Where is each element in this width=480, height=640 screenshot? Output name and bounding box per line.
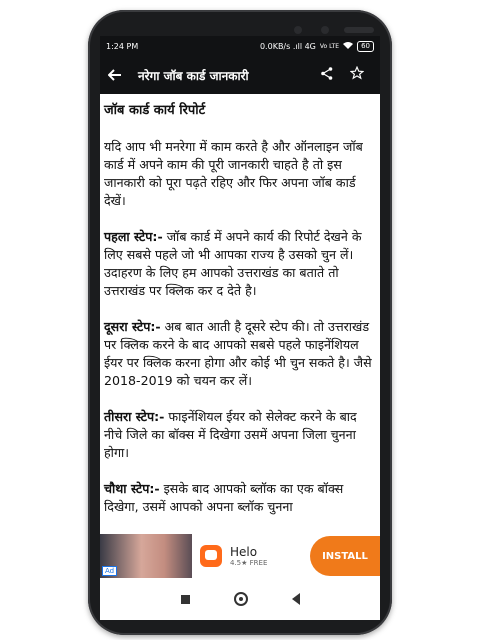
article-heading: जॉब कार्ड कार्य रिपोर्ट — [104, 103, 206, 118]
square-icon[interactable] — [181, 595, 190, 604]
earpiece-speaker — [344, 27, 374, 33]
ad-badge: Ad — [102, 566, 117, 576]
page-title: नरेगा जॉब कार्ड जानकारी — [138, 68, 249, 83]
article-intro: यदि आप भी मनरेगा में काम करते है और ऑनलाइन जॉब कार्ड में अपने काम की पूरी जानकारी चाहते है तो इस जानकारी को पूरा पढ़ते रहिए और फिर अपना जॉब कार्ड देखें। — [104, 139, 363, 208]
system-navbar — [100, 578, 380, 620]
ad-app-name: Helo — [230, 545, 258, 559]
step-text: अब बात आती है दूसरे स्टेप की। तो उत्तराखंड पर क्लिक करने के बाद आपको सबसे पहले फाइनेंशियल ईयर पर क्लिक करना होगा और कोई भी चुन सकते है। जैसे 2018-2019 को चयन कर लें। — [104, 319, 372, 388]
app-toolbar — [100, 56, 380, 94]
network-speed: 0.0KB/s .ıll 4G — [259, 41, 316, 51]
step-label: तीसरा स्टेप:- — [104, 409, 165, 424]
step-1 — [104, 228, 374, 300]
front-camera-icon — [294, 26, 302, 34]
ad-thumbnail[interactable] — [100, 534, 192, 578]
triangle-back-icon[interactable] — [292, 593, 300, 605]
battery-indicator: 60 — [357, 41, 374, 52]
step-text: इसके बाद आपको ब्लॉक का एक बॉक्स दिखेगा, उसमें आपको अपना ब्लॉक चुनना — [104, 481, 344, 514]
step-2 — [104, 318, 374, 390]
status-time: 1:24 PM — [106, 41, 139, 51]
helo-logo-icon — [200, 545, 222, 567]
step-3 — [104, 408, 374, 462]
star-outline-icon[interactable] — [342, 66, 372, 84]
phone-screen — [100, 36, 380, 620]
wifi-icon — [343, 41, 353, 51]
sensor-icon — [321, 26, 329, 34]
step-text: जॉब कार्ड में अपने कार्य की रिपोर्ट देखने के लिए सबसे पहले जो भी आपका राज्य है उसको चुन लें। उदाहरण के लिए हम आपको उत्तराखंड का बताते तो उत्तराखंड पर क्लिक कर द देते है। — [104, 229, 362, 298]
status-bar — [100, 36, 380, 56]
home-circle-icon[interactable] — [234, 592, 248, 606]
article-body — [100, 94, 380, 534]
back-arrow-icon[interactable] — [108, 66, 130, 85]
step-label: पहला स्टेप:- — [104, 229, 163, 244]
step-text: फाइनेंशियल ईयर को सेलेक्ट करने के बाद नीचे जिले का बॉक्स में दिखेगा उसमें अपना जिला चुनना होगा। — [104, 409, 357, 460]
step-label: दूसरा स्टेप:- — [104, 319, 161, 334]
install-button[interactable]: INSTALL — [310, 536, 380, 576]
step-label: चौथा स्टेप:- — [104, 481, 160, 496]
volte-badge: Vo LTE — [319, 42, 340, 50]
share-icon[interactable] — [312, 67, 342, 84]
step-4 — [104, 480, 374, 516]
banner-ad[interactable] — [100, 534, 380, 578]
ad-rating: 4.5★ FREE — [230, 559, 268, 567]
